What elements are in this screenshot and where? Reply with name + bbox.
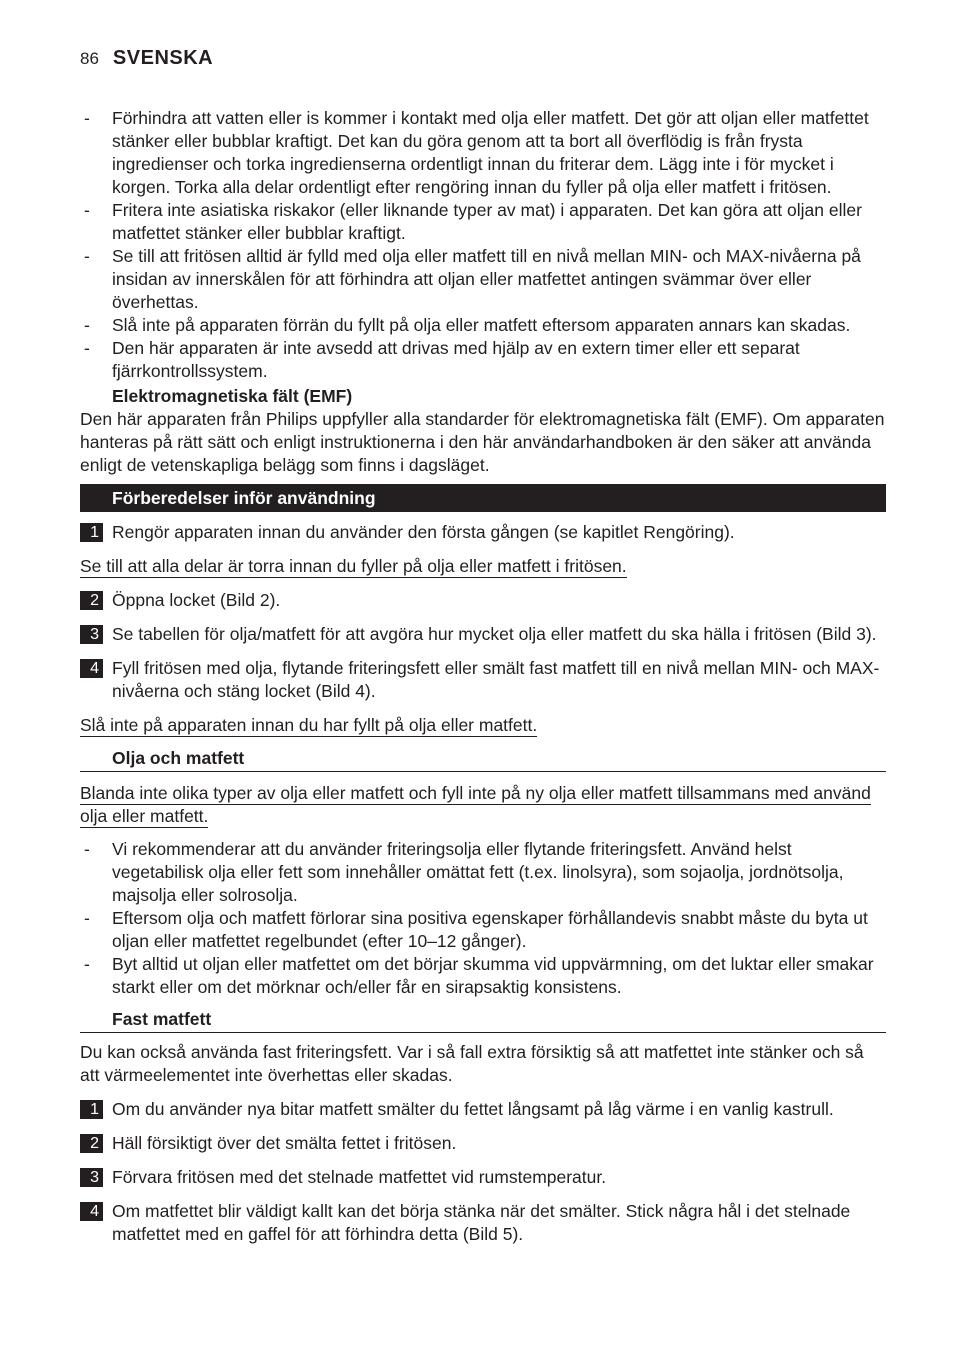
prep-section-heading: Förberedelser inför användning — [80, 484, 886, 512]
solid-step-1: 1 Om du använder nya bitar matfett smälter du fettet långsamt på låg värme i en vanlig kastrull. — [80, 1098, 886, 1121]
list-item: - Eftersom olja och matfett förlorar sina positiva egenskaper förhållandevis snabbt måste du byta ut oljan eller matfettet regelbundet (efter 10–12 gånger). — [84, 908, 868, 951]
step-number-badge: 3 — [80, 625, 103, 644]
list-item: - Fritera inte asiatiska riskakor (eller liknande typer av mat) i apparaten. Det kan göra att oljan eller matfettet stänker eller bubblar kraftigt. — [84, 200, 862, 243]
emf-heading: Elektromagnetiska fält (EMF) — [112, 386, 353, 406]
list-item: - Vi rekommenderar att du använder friteringsolja eller flytande friteringsfett. Använd helst vegetabilisk olja eller fett som innehåller omättat fett (t.ex. linolsyra), som sojaolja, jordnötsolja, majsolja eller solrosolja. — [84, 839, 844, 905]
emf-paragraph: Den här apparaten från Philips uppfyller alla standarder för elektromagnetiska fält (EMF). Om apparaten hanteras på rätt sätt och enligt instruktionerna i den här användarhandboken är den säker att använda enligt de vetenskapliga belägg som finns i dagsläget. — [80, 409, 885, 475]
step-number-badge: 2 — [80, 1134, 103, 1153]
list-item: - Byt alltid ut oljan eller matfettet om det börjar skumma vid uppvärmning, om det luktar eller smakar starkt eller om det mörknar och/eller får en sirapsaktig konsistens. — [84, 954, 874, 997]
page-content — [80, 107, 886, 1246]
safety-bullet-list — [80, 107, 886, 383]
step-number-badge: 4 — [80, 1202, 103, 1221]
prep-step-4: 4 Fyll fritösen med olja, flytande friteringsfett eller smält fast matfett till en nivå mellan MIN- och MAX-nivåerna och stäng locket (Bild 4). — [80, 657, 886, 703]
step-number-badge: 4 — [80, 659, 103, 678]
list-item: - Förhindra att vatten eller is kommer i kontakt med olja eller matfett. Det gör att oljan eller matfettet stänker eller bubblar kraftigt. Det kan du göra genom att ta bort all överflödig is från frysta ingredienser och torka ingredienserna ordentligt innan du friterar dem. Lägg inte i för mycket i korgen. Torka alla delar ordentligt efter rengöring innan du fyller på olja eller matfett i fritösen. — [84, 108, 869, 197]
oil-note: Blanda inte olika typer av olja eller matfett och fyll inte på ny olja eller matfett tillsammans med använd olja eller matfett. — [80, 783, 871, 826]
list-item: - Den här apparaten är inte avsedd att drivas med hjälp av en extern timer eller ett separat fjärrkontrollssystem. — [84, 338, 800, 381]
prep-note-1: Se till att alla delar är torra innan du fyller på olja eller matfett i fritösen. — [80, 556, 627, 576]
page-number: 86 — [80, 49, 99, 68]
step-number-badge: 2 — [80, 591, 103, 610]
list-item: - Se till att fritösen alltid är fylld med olja eller matfett till en nivå mellan MIN- och MAX-nivåerna på insidan av innerskålen för att förhindra att oljan eller matfettet antingen svämmar över eller överhettas. — [84, 246, 861, 312]
oil-bullet-list — [80, 838, 886, 999]
prep-step-2: 2 Öppna locket (Bild 2). — [80, 589, 886, 612]
step-number-badge: 1 — [80, 1100, 103, 1119]
page-header — [80, 47, 213, 77]
solid-step-3: 3 Förvara fritösen med det stelnade matfettet vid rumstemperatur. — [80, 1166, 886, 1189]
step-number-badge: 1 — [80, 523, 103, 542]
prep-note-2: Slå inte på apparaten innan du har fyllt på olja eller matfett. — [80, 715, 538, 735]
solid-fat-paragraph: Du kan också använda fast friteringsfett. Var i så fall extra försiktig så att matfettet inte stänker och så att värmeelementet inte överhettas eller skadas. — [80, 1042, 864, 1085]
prep-step-1: 1 Rengör apparaten innan du använder den första gången (se kapitlet Rengöring). — [80, 521, 886, 544]
prep-step-3: 3 Se tabellen för olja/matfett för att avgöra hur mycket olja eller matfett du ska hälla i fritösen (Bild 3). — [80, 623, 886, 646]
oil-heading: Olja och matfett — [80, 747, 886, 772]
solid-step-2: 2 Häll försiktigt över det smälta fettet i fritösen. — [80, 1132, 886, 1155]
list-item: - Slå inte på apparaten förrän du fyllt på olja eller matfett eftersom apparaten annars kan skadas. — [84, 315, 851, 335]
language-title: SVENSKA — [112, 47, 214, 69]
solid-step-4: 4 Om matfettet blir väldigt kallt kan det börja stänka när det smälter. Stick några hål i det stelnade matfettet med en gaffel för att förhindra detta (Bild 5). — [80, 1200, 886, 1246]
step-number-badge: 3 — [80, 1168, 103, 1187]
solid-fat-heading: Fast matfett — [80, 1008, 886, 1033]
